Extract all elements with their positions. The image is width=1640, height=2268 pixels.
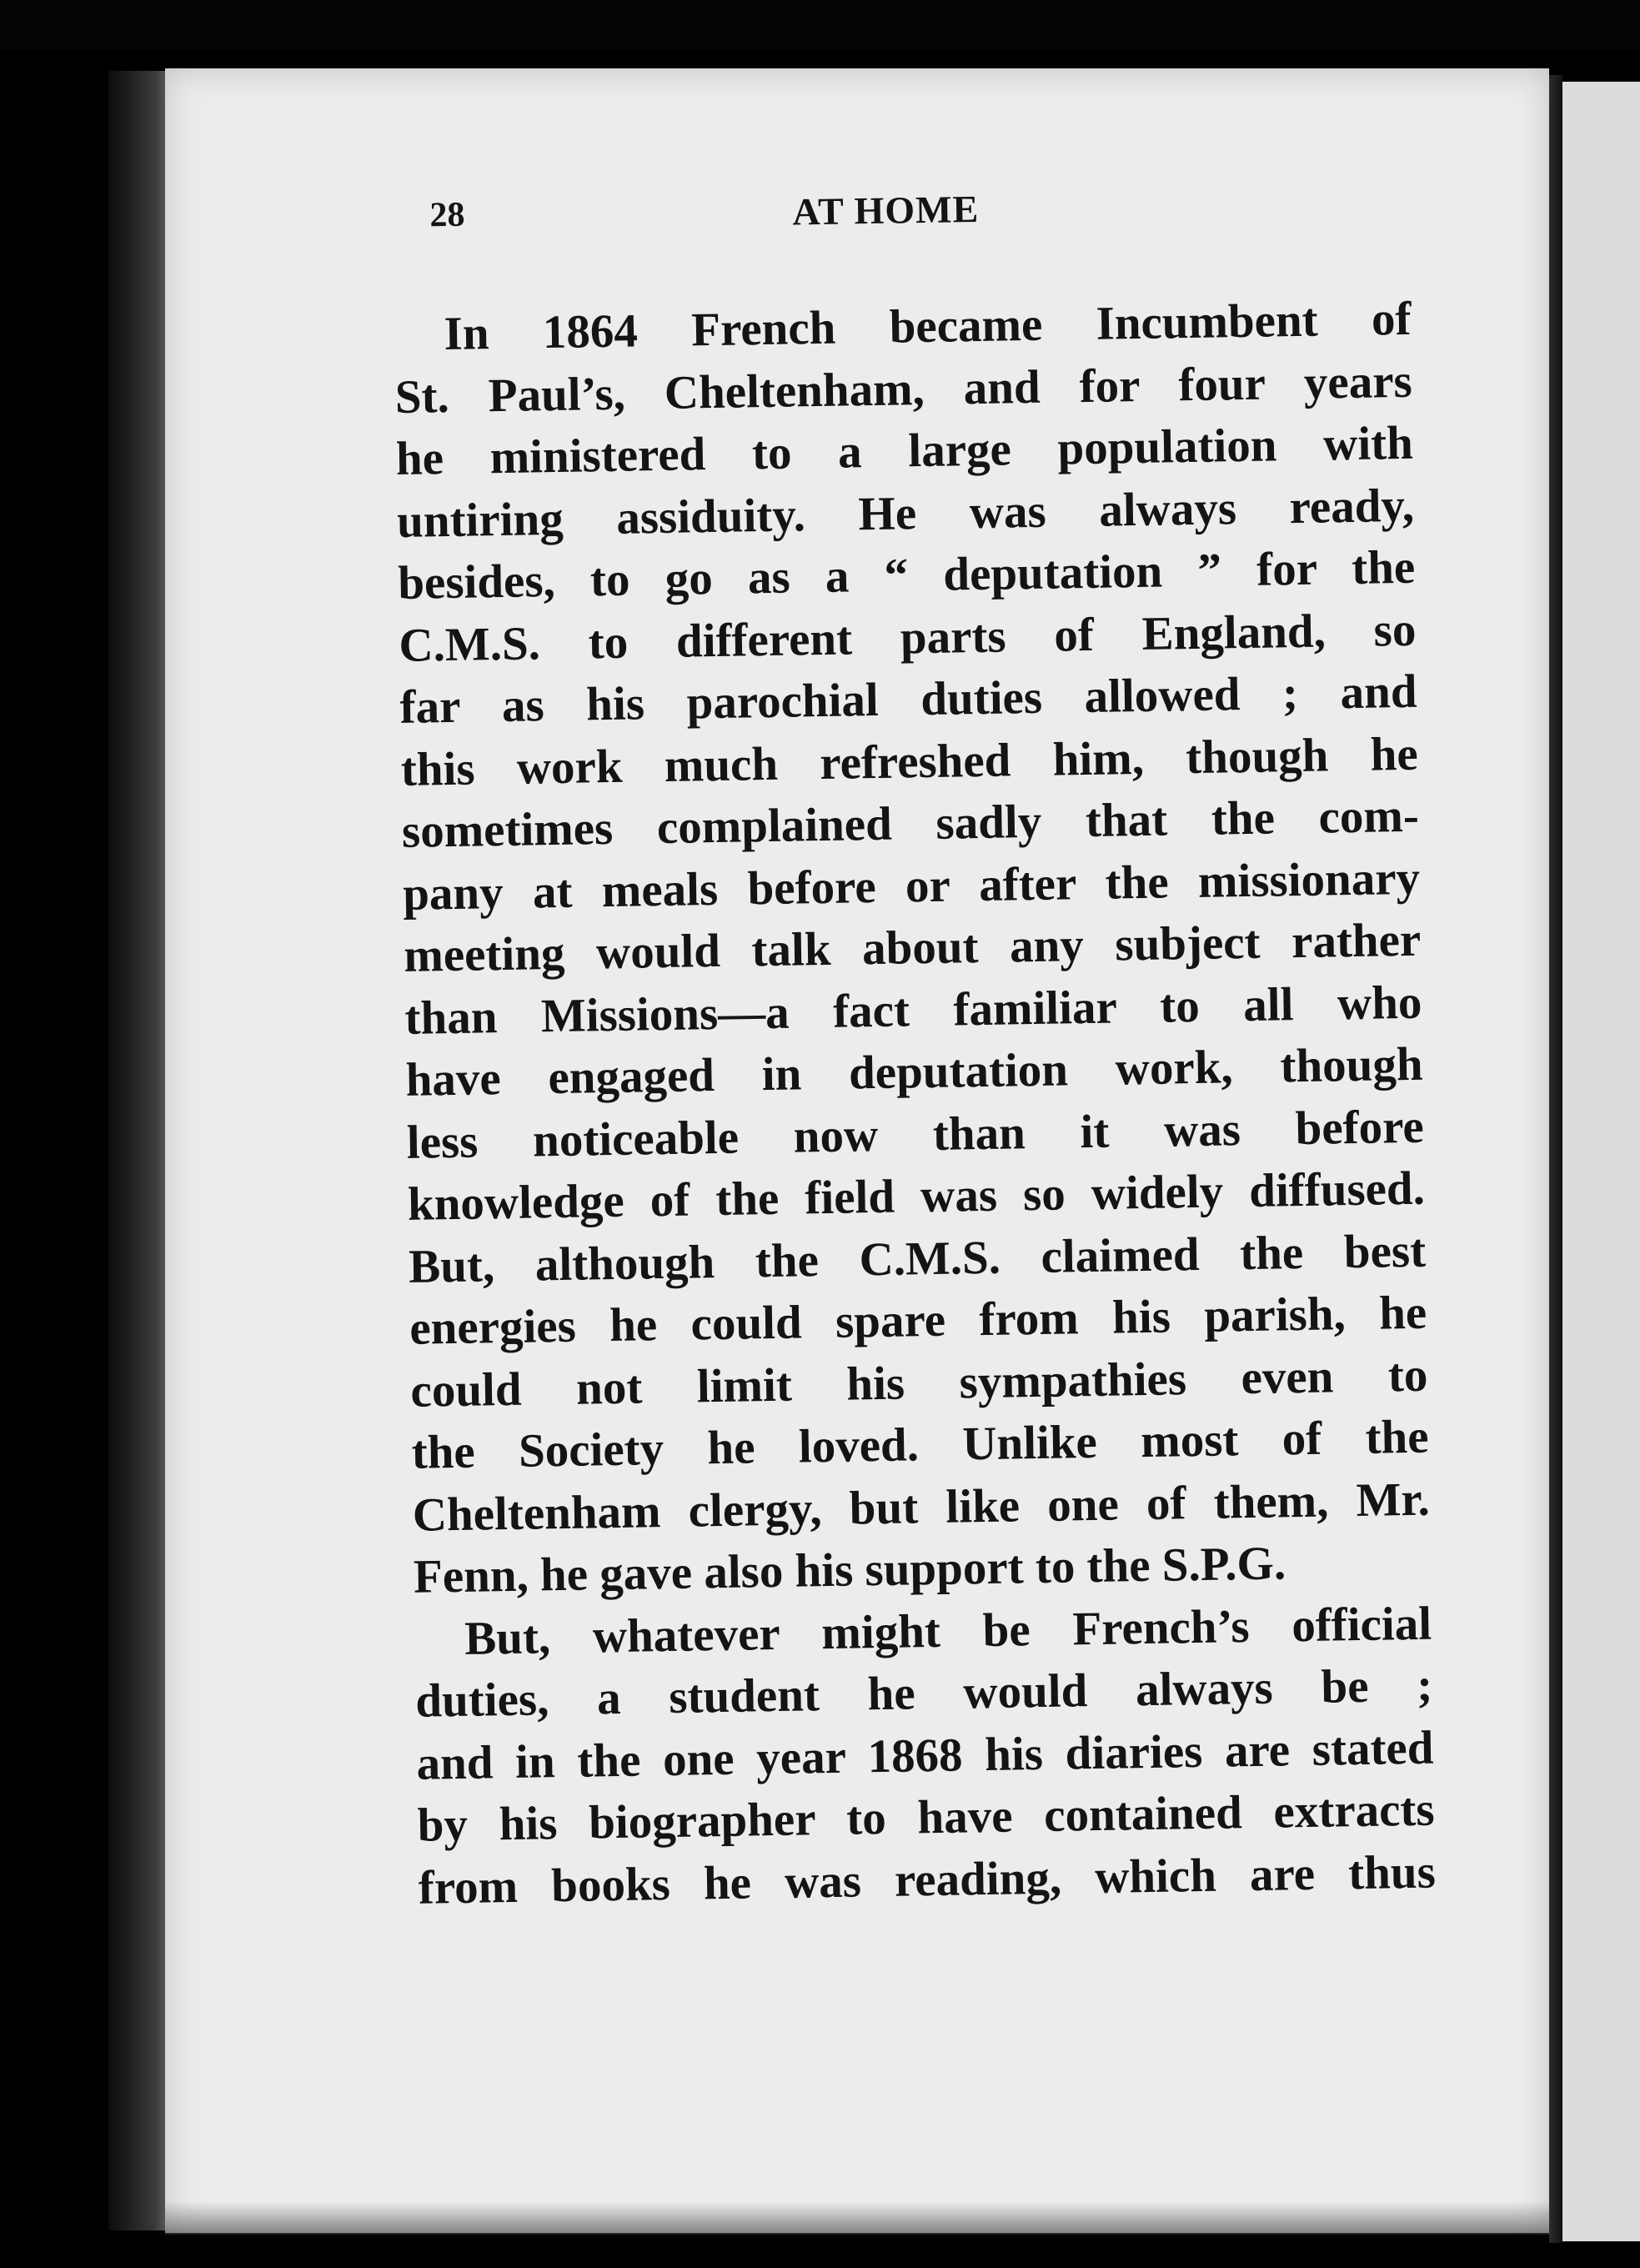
text-line: the Society he loved. Unlike most of the xyxy=(411,1410,1430,1479)
page-bottom-shadow xyxy=(165,2201,1549,2235)
text-line: Fenn, he gave also his support to the S.P.G. xyxy=(413,1537,1286,1603)
text-line: energies he could spare from his parish, he xyxy=(409,1286,1427,1355)
text-line: meeting would talk about any subject rather xyxy=(403,913,1422,982)
text-line: But, whatever might be French’s official xyxy=(464,1597,1432,1665)
text-line: C.M.S. to different parts of England, so xyxy=(398,603,1417,672)
text-line: from books he was reading, which are thus xyxy=(418,1845,1437,1914)
text-line: St. Paul’s, Cheltenham, and for four years xyxy=(394,354,1413,424)
text-line: this work much refreshed him, though he xyxy=(400,727,1419,796)
page-content xyxy=(392,180,1436,1919)
scan-top-border xyxy=(0,0,1640,50)
book-gutter xyxy=(1549,75,1562,2243)
text-line: and in the one year 1868 his diaries are stated xyxy=(416,1721,1434,1790)
text-line: untiring assiduity. He was always ready, xyxy=(396,479,1415,548)
text-line: Cheltenham clergy, but like one of them, Mr. xyxy=(412,1473,1431,1542)
text-line: have engaged in deputation work, though xyxy=(405,1037,1424,1106)
text-line: he ministered to a large population with xyxy=(395,416,1414,485)
text-line: besides, to go as a “ deputation ” for the xyxy=(397,540,1416,610)
page-number: 28 xyxy=(429,195,465,235)
text-line: In 1864 French became Incumbent of xyxy=(444,292,1412,361)
text-line: far as his parochial duties allowed ; and xyxy=(399,665,1417,734)
page-header xyxy=(392,180,1410,271)
text-line: duties, a student he would always be ; xyxy=(414,1658,1433,1728)
text-line: by his biographer to have contained extracts xyxy=(417,1783,1436,1852)
running-title: AT HOME xyxy=(791,187,980,233)
text-line: pany at meals before or after the missionary xyxy=(402,851,1421,921)
text-line: sometimes complained sadly that the com- xyxy=(401,789,1420,858)
text-line: less noticeable now than it was before xyxy=(406,1100,1425,1169)
text-line: than Missions—a fact familiar to all who xyxy=(404,976,1422,1045)
body-text xyxy=(394,289,1436,1919)
text-line: could not limit his sympathies even to xyxy=(410,1348,1428,1418)
text-line: knowledge of the field was so widely diffused. xyxy=(407,1162,1426,1231)
book-left-edge xyxy=(108,71,167,2230)
facing-page-edge xyxy=(1562,82,1640,2241)
text-line: But, although the C.M.S. claimed the best xyxy=(408,1224,1427,1293)
